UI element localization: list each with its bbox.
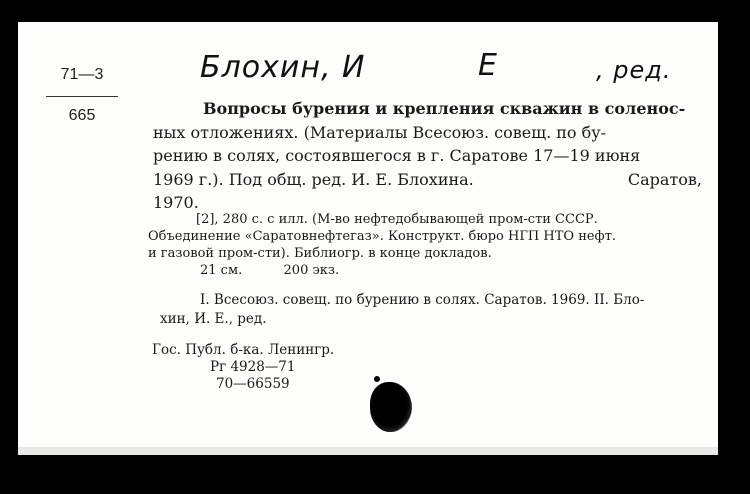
- title-line: Вопросы бурения и крепления скважин в соленос-: [203, 99, 686, 118]
- collation-block: [148, 211, 708, 279]
- collation-line: 21 см. 200 экз.: [200, 263, 340, 278]
- tracing-line: I. Всесоюз. совещ. по бурению в солях. Саратов. 1969. II. Бло-: [200, 292, 645, 308]
- collation-line: [2], 280 с. с илл. (М-во нефтедобывающей пром-сти СССР.: [196, 212, 598, 227]
- collation-line: и газовой пром-сти). Библиогр. в конце докладов.: [148, 246, 492, 261]
- holdings-block: [148, 342, 708, 393]
- ink-speck: [374, 376, 380, 382]
- imprint-year: 1970.: [153, 193, 199, 212]
- classmark-bottom: 665: [68, 107, 96, 124]
- handwritten-role: , ред.: [596, 56, 672, 84]
- holdings-library: Гос. Публ. б-ка. Ленингр.: [152, 342, 335, 358]
- description-line: рению в солях, состоявшегося в г. Саратове 17—19 июня: [153, 146, 641, 165]
- imprint-place: Саратов,: [627, 169, 702, 189]
- card-edge: [18, 447, 718, 455]
- holdings-shelfmark: Рг 4928—71: [210, 359, 296, 375]
- classmark-top: 71—3: [60, 66, 104, 83]
- tracing-line: хин, И. Е., ред.: [160, 311, 267, 327]
- main-description: [153, 97, 706, 215]
- description-line: 1969 г.). Под общ. ред. И. Е. Блохина.: [153, 169, 474, 189]
- description-line: ных отложениях. (Материалы Всесоюз. совещ. по бу-: [153, 122, 607, 142]
- handwritten-name: Блохин, И: [200, 50, 366, 85]
- collation-line: Объединение «Саратовнефтегаз». Конструкт. бюро НГП НТО нефт.: [148, 229, 617, 244]
- classmark: [42, 66, 122, 125]
- handwritten-initial: Е: [478, 48, 498, 83]
- ink-blot: [370, 382, 412, 432]
- tracings-block: [148, 291, 708, 329]
- description-line-imprint: [153, 168, 706, 192]
- classmark-rule: [46, 96, 118, 97]
- holdings-number: 70—66559: [216, 376, 290, 392]
